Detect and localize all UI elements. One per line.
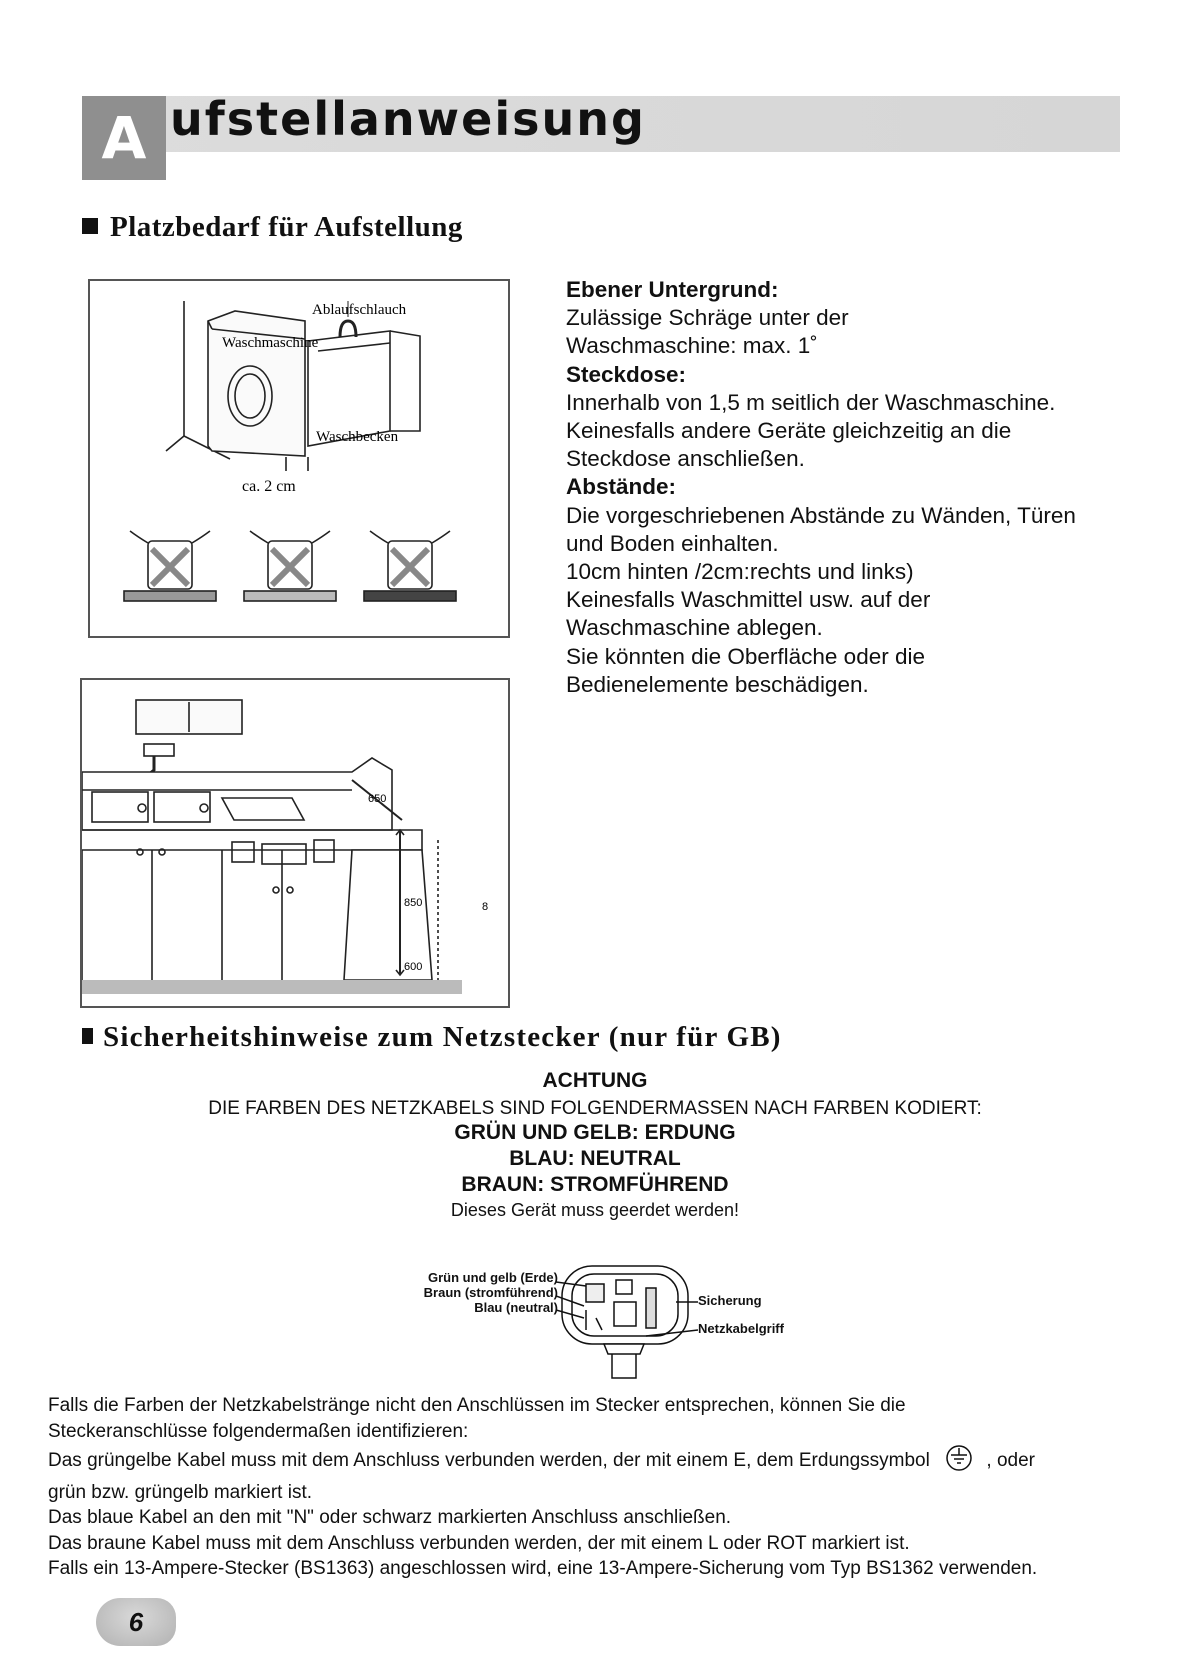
- label-fuse: Sicherung: [698, 1293, 762, 1308]
- text-line: Die vorgeschriebenen Abstände zu Wänden, Türen: [566, 502, 1076, 528]
- label-cord-grip: Netzkabelgriff: [698, 1321, 784, 1336]
- label-neutral-wire: Blau (neutral): [474, 1300, 558, 1315]
- text-line: [48, 1444, 1158, 1480]
- dim-mark: 8: [482, 901, 489, 913]
- label-washing-machine: Waschmaschine: [222, 335, 319, 351]
- plug-icon: [556, 1258, 698, 1383]
- dim-depth: 650: [368, 793, 387, 805]
- dim-width: 600: [404, 961, 423, 973]
- text-line: Sie könnten die Oberfläche oder die: [566, 643, 925, 669]
- plug-wiring-instructions: [48, 1393, 1158, 1582]
- kitchen-illustration: [82, 680, 508, 1006]
- text-line: Steckdose anschließen.: [566, 446, 805, 472]
- warning-line-earth: GRÜN UND GELB: ERDUNG: [454, 1121, 736, 1144]
- text-line: Das blaue Kabel an den mit "N" oder schwarz markierten Anschluss anschließen.: [48, 1507, 732, 1528]
- text-line: Falls die Farben der Netzkabelstränge nicht den Anschlüssen im Stecker entsprechen, können Sie die: [48, 1395, 906, 1416]
- label-gap: ca. 2 cm: [242, 478, 296, 495]
- text-line: Keinesfalls andere Geräte gleichzeitig an die: [566, 418, 1012, 444]
- title-initial: A: [82, 96, 166, 180]
- warning-subtitle: DIE FARBEN DES NETZKABELS SIND FOLGENDERMASSEN NACH FARBEN KODIERT:: [208, 1098, 982, 1119]
- text-line: Steckeranschlüsse folgendermaßen identifizieren:: [48, 1420, 469, 1442]
- text-line: Keinesfalls Waschmittel usw. auf der: [566, 587, 931, 613]
- warning-title: ACHTUNG: [542, 1069, 648, 1092]
- page-number: 6: [96, 1598, 176, 1646]
- text-line: Innerhalb von 1,5 m seitlich der Waschmaschine.: [566, 389, 1056, 415]
- washing-machine-illustration: [90, 281, 508, 636]
- label-level-ground: Ebener Untergrund:: [566, 277, 779, 302]
- label-live-wire: Braun (stromführend): [423, 1285, 558, 1300]
- text-segment: , oder: [986, 1450, 1035, 1471]
- text-segment: Das grüngelbe Kabel muss mit dem Anschluss verbunden werden, der mit einem E, dem Erdungssymbol: [48, 1450, 930, 1471]
- label-socket: Steckdose:: [566, 361, 687, 387]
- page-title: ufstellanweisung: [170, 92, 646, 146]
- text-line: Bedienelemente beschädigen.: [566, 671, 869, 697]
- plug-diagram: [380, 1258, 820, 1383]
- dim-height: 850: [404, 897, 423, 909]
- warning-note: Dieses Gerät muss geerdet werden!: [450, 1200, 740, 1220]
- placement-figure: [88, 279, 510, 638]
- warning-line-neutral: BLAU: NEUTRAL: [509, 1147, 681, 1170]
- text-line: Waschmaschine: max. 1˚: [566, 333, 818, 359]
- warning-line-live: BRAUN: STROMFÜHREND: [461, 1173, 729, 1196]
- section-heading-plug: Sicherheitshinweise zum Netzstecker (nur für GB): [82, 1021, 782, 1054]
- bullet-square-icon: [82, 218, 98, 234]
- text-line: Falls ein 13-Ampere-Stecker (BS1363) angeschlossen wird, eine 13-Ampere-Sicherung vom Typ BS1362 verwenden.: [48, 1558, 1038, 1579]
- earth-symbol-icon: [945, 1444, 973, 1480]
- text-line: 10cm hinten /2cm:rechts und links): [566, 559, 914, 585]
- label-earth-wire: Grün und gelb (Erde): [428, 1270, 558, 1285]
- text-line: Zulässige Schräge unter der: [566, 305, 849, 331]
- installation-requirements: [566, 276, 1126, 699]
- text-line: und Boden einhalten.: [566, 530, 779, 556]
- bullet-square-icon: [82, 1028, 93, 1044]
- text-line: Das braune Kabel muss mit dem Anschluss verbunden werden, der mit einem L oder ROT markiert ist.: [48, 1532, 910, 1554]
- text-line: Waschmaschine ablegen.: [566, 615, 823, 641]
- text-line: grün bzw. grüngelb markiert ist.: [48, 1481, 313, 1503]
- kitchen-figure: [80, 678, 510, 1008]
- label-distances: Abstände:: [566, 474, 677, 500]
- section-heading-space: Platzbedarf für Aufstellung: [82, 211, 463, 244]
- label-drain-hose: Ablaufschlauch: [312, 302, 407, 318]
- label-sink: Waschbecken: [316, 429, 399, 445]
